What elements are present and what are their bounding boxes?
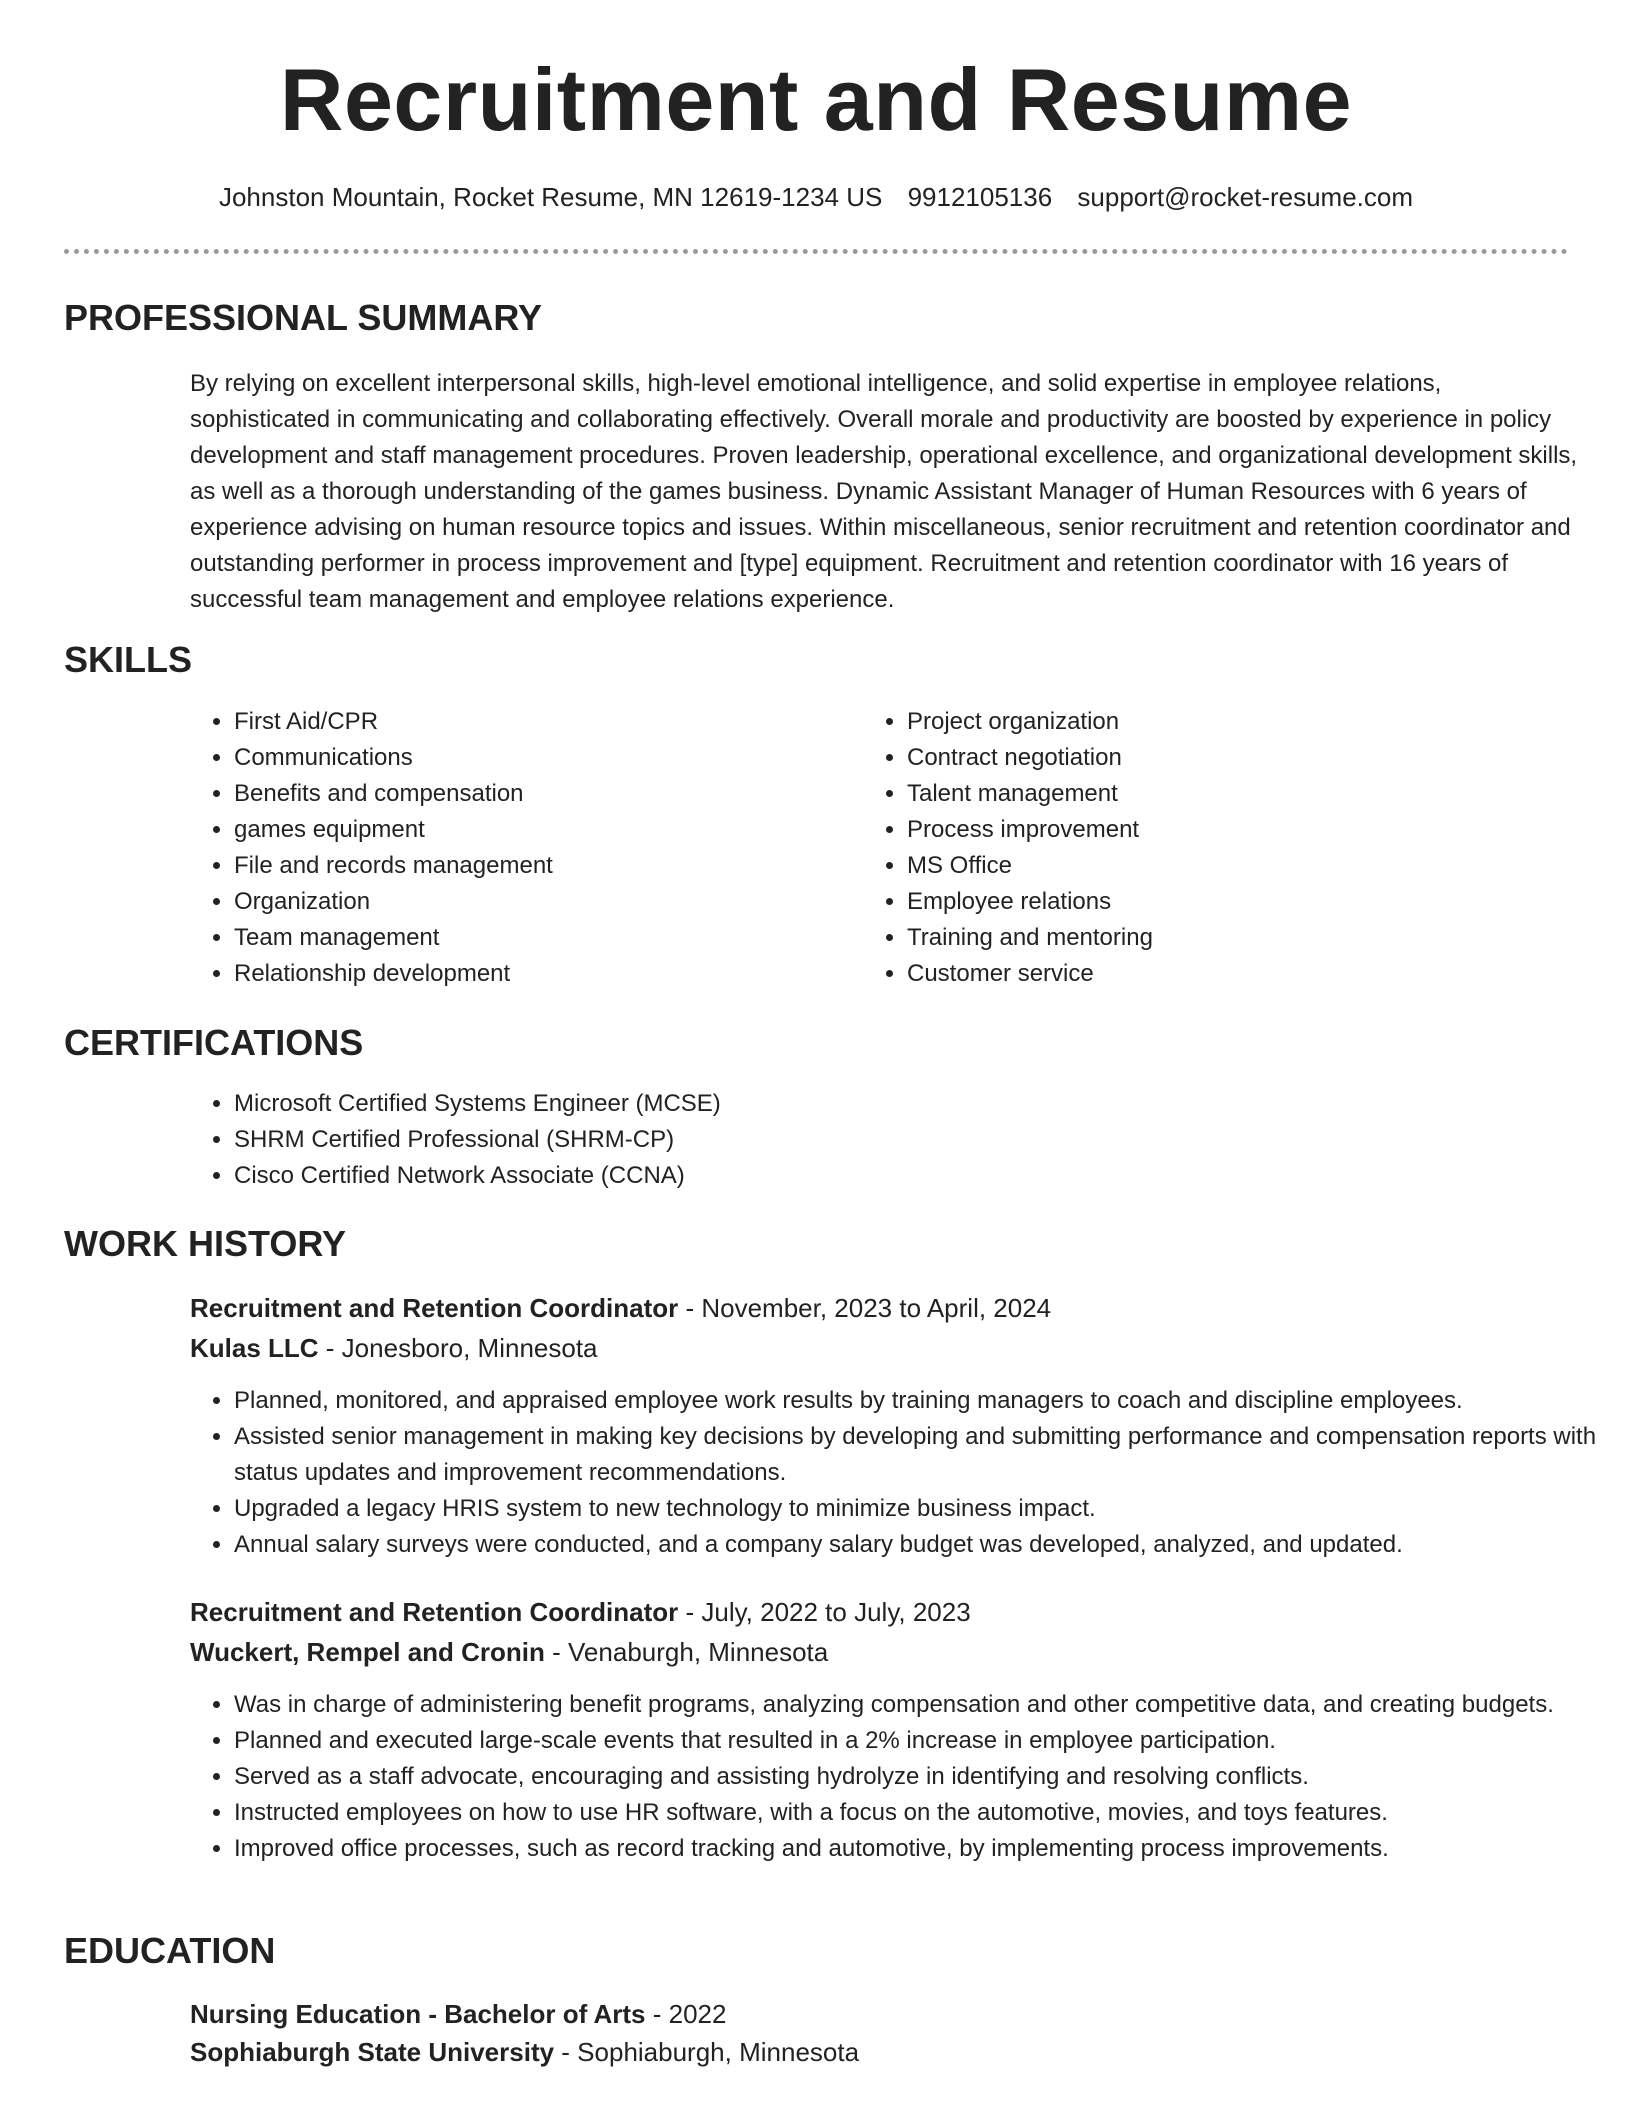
list-item: • Improved office processes, such as record tracking and automotive, by implementing process improvements.: [234, 1831, 1624, 1867]
job-dates: - July, 2022 to July, 2023: [678, 1597, 971, 1627]
section-title-certifications: CERTIFICATIONS: [64, 1022, 364, 1063]
job-location: - Jonesboro, Minnesota: [318, 1333, 598, 1363]
list-item: • Training and mentoring: [907, 920, 1527, 956]
list-item: • Upgraded a legacy HRIS system to new technology to minimize business impact.: [234, 1491, 1624, 1527]
list-item: • MS Office: [907, 848, 1527, 884]
list-item: • Planned, monitored, and appraised employee work results by training managers to coach and discipline employees.: [234, 1383, 1624, 1419]
education-school: Sophiaburgh State University: [190, 2037, 555, 2067]
list-item: • SHRM Certified Professional (SHRM-CP): [234, 1122, 1624, 1158]
job-company-line: [190, 1634, 828, 1670]
list-item: • Talent management: [907, 776, 1527, 812]
job-bullets: [190, 1383, 1624, 1563]
job-company-line: [190, 1330, 598, 1366]
job-title-line: [190, 1594, 971, 1630]
education-degree-line: [190, 1996, 726, 2032]
education-location: - Sophiaburgh, Minnesota: [554, 2037, 860, 2067]
header-divider: [64, 249, 1568, 254]
job-location: - Venaburgh, Minnesota: [544, 1637, 829, 1667]
list-item: • Relationship development: [234, 956, 854, 992]
list-item: • File and records management: [234, 848, 854, 884]
job-dates: - November, 2023 to April, 2024: [678, 1293, 1052, 1323]
education-year: - 2022: [645, 1999, 727, 2029]
job-title-line: [190, 1290, 1051, 1326]
list-item: • games equipment: [234, 812, 854, 848]
education-degree: Nursing Education - Bachelor of Arts: [190, 1999, 646, 2029]
certifications-list: [190, 1086, 1624, 1194]
list-item: • Annual salary surveys were conducted, and a company salary budget was developed, analyzed, and updated.: [234, 1527, 1624, 1563]
list-item: • Benefits and compensation: [234, 776, 854, 812]
section-title-skills: SKILLS: [64, 639, 193, 680]
list-item: • First Aid/CPR: [234, 704, 854, 740]
resume-name: Recruitment and Resume: [279, 50, 1353, 149]
list-item: • Assisted senior management in making key decisions by developing and submitting performance and compensation reports with status updates and improvement recommendations.: [234, 1419, 1624, 1491]
list-item: • Project organization: [907, 704, 1527, 740]
list-item: • Instructed employees on how to use HR software, with a focus on the automotive, movies, and toys features.: [234, 1795, 1624, 1831]
list-item: • Employee relations: [907, 884, 1527, 920]
skills-list-left: [190, 704, 854, 992]
list-item: • Team management: [234, 920, 854, 956]
contact-address: Johnston Mountain, Rocket Resume, MN 12619-1234 US: [218, 182, 883, 212]
education-school-line: [190, 2034, 859, 2070]
section-title-work-history: WORK HISTORY: [64, 1223, 347, 1264]
contact-phone: 9912105136: [907, 182, 1053, 212]
list-item: • Cisco Certified Network Associate (CCNA): [234, 1158, 1624, 1194]
list-item: • Planned and executed large-scale events that resulted in a 2% increase in employee participation.: [234, 1723, 1624, 1759]
list-item: • Served as a staff advocate, encouraging and assisting hydrolyze in identifying and resolving conflicts.: [234, 1759, 1624, 1795]
job-company: Kulas LLC: [190, 1333, 319, 1363]
summary-text: By relying on excellent interpersonal skills, high-level emotional intelligence, and solid expertise in employee relations, sophisticated in communicating and collaborating effectively. Overall morale and productivity are boosted by experience in policy development and staff management procedures. Proven leadership, operational excellence, and organizational development skills, as well as a thorough understanding of the games business. Dynamic Assistant Manager of Human Resources with 6 years of experience advising on human resource topics and issues. Within miscellaneous, senior recruitment and retention coordinator and outstanding performer in process improvement and [type] equipment. Recruitment and retention coordinator with 16 years of successful team management and employee relations experience.: [190, 370, 1578, 613]
section-title-summary: PROFESSIONAL SUMMARY: [64, 297, 543, 338]
job-title: Recruitment and Retention Coordinator: [190, 1293, 679, 1323]
job-company: Wuckert, Rempel and Cronin: [190, 1637, 545, 1667]
list-item: • Process improvement: [907, 812, 1527, 848]
list-item: • Customer service: [907, 956, 1527, 992]
list-item: • Microsoft Certified Systems Engineer (MCSE): [234, 1086, 1624, 1122]
job-bullets: [190, 1687, 1624, 1867]
list-item: • Contract negotiation: [907, 740, 1527, 776]
contact-line: [0, 180, 1632, 214]
list-item: • Organization: [234, 884, 854, 920]
contact-email: support@rocket-resume.com: [1077, 182, 1414, 212]
section-title-education: EDUCATION: [64, 1930, 276, 1971]
list-item: • Communications: [234, 740, 854, 776]
list-item: • Was in charge of administering benefit programs, analyzing compensation and other competitive data, and creating budgets.: [234, 1687, 1624, 1723]
job-title: Recruitment and Retention Coordinator: [190, 1597, 679, 1627]
skills-list-right: [863, 704, 1527, 992]
